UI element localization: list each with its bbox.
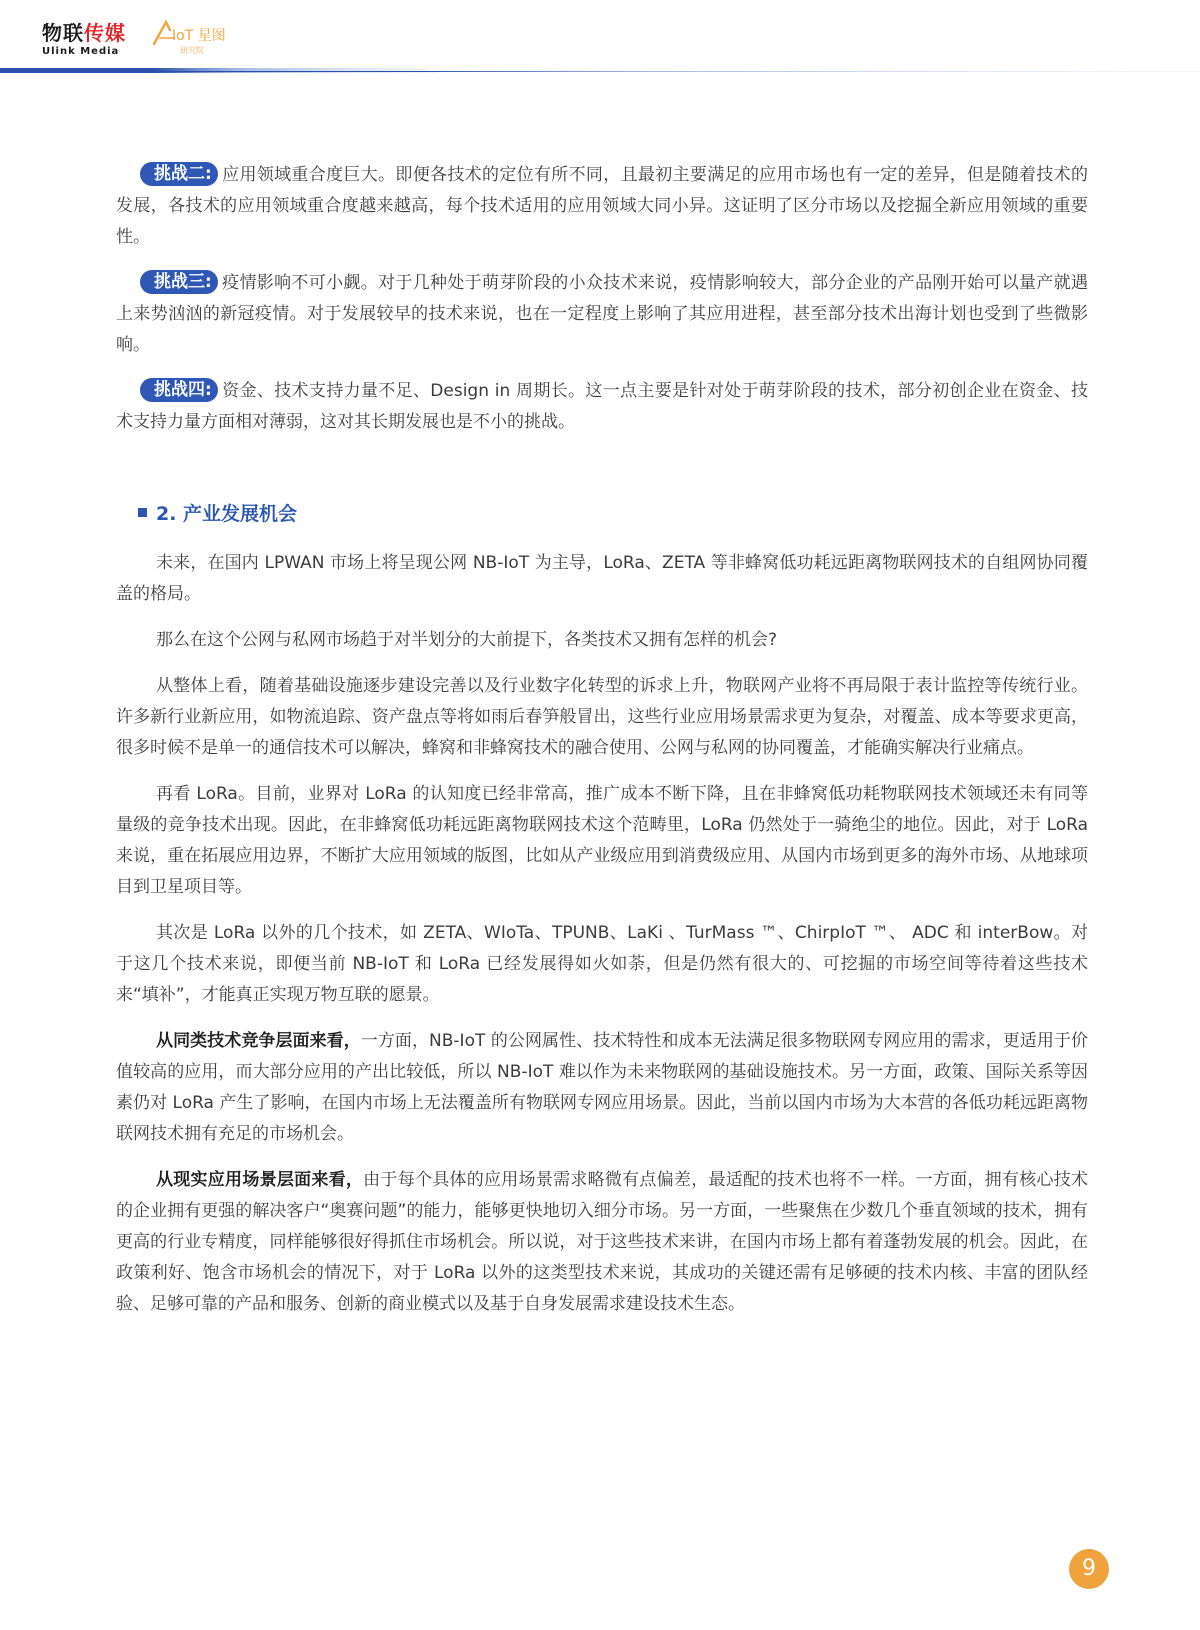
section-bullet-icon [138,508,147,517]
header-divider [0,68,1200,73]
page-content [116,160,1088,1335]
logo-ulink-en: Ulink Media [42,46,120,57]
paragraph-6-lead: 从同类技术竞争层面来看， [156,1031,361,1051]
paragraph-7-text: 由于每个具体的应用场景需求略微有点偏差，最适配的技术也将不一样。一方面，拥有核心技术的企业拥有更强的解决客户“奥赛问题”的能力，能够更快地切入细分市场。另一方面，一些聚焦在少数几个垂直领域的技术，拥有更高的行业专精度，同样能够很好得抓住市场机会。所以说，对于这些技术来讲，在国内市场上都有着蓬勃发展的机会。因此，在政策利好、饱含市场机会的情况下，对于 LoRa 以外的这类型技术来说，其成功的关键还需有足够硬的技术内核、丰富的团队经验、足够可靠的产品和服务、创新的商业模式以及基于自身发展需求建设技术生态。 [116,1170,1089,1314]
challenge-4-paragraph [116,376,1088,438]
paragraph-6 [116,1026,1088,1150]
challenge-3-label: 挑战三: [140,270,218,294]
paragraph-7 [116,1165,1088,1320]
challenge-4-text: 资金、技术支持力量不足、Design in 周期长。这一点主要是针对处于萌芽阶段的技术，部分初创企业在资金、技术支持力量方面相对薄弱，这对其长期发展也是不小的挑战。 [116,381,1088,432]
section-title-text: 2. 产业发展机会 [156,503,298,525]
section-heading [138,500,1088,528]
challenge-3-paragraph [116,268,1088,361]
paragraph-2: 那么在这个公网与私网市场趋于对半划分的大前提下，各类技术又拥有怎样的机会? [156,630,778,650]
iot-xingtu-logo [152,18,242,60]
logo-ulink-cn-a: 物联 [42,21,84,45]
ulink-media-logo [42,22,126,58]
paragraph-1: 未来，在国内 LPWAN 市场上将呈现公网 NB-IoT 为主导，LoRa、ZETA 等非蜂窝低功耗远距离物联网技术的自组网协同覆盖的格局。 [116,553,1088,604]
challenge-2-paragraph [116,160,1088,253]
page-header [0,0,1200,76]
logo-iot-text: IoT 星图 [172,28,226,44]
page-number: 9 [1069,1549,1109,1589]
logo-iot-sub: 研究院 [180,46,204,55]
paragraph-3: 从整体上看，随着基础设施逐步建设完善以及行业数字化转型的诉求上升，物联网产业将不再局限于表计监控等传统行业。许多新行业新应用，如物流追踪、资产盘点等将如雨后春笋般冒出，这些行业应用场景需求更为复杂，对覆盖、成本等要求更高，很多时候不是单一的通信技术可以解决，蜂窝和非蜂窝技术的融合使用、公网与私网的协同覆盖，才能确实解决行业痛点。 [116,676,1088,758]
challenge-4-label: 挑战四: [140,378,218,402]
paragraph-6-text: 一方面，NB-IoT 的公网属性、技术特性和成本无法满足很多物联网专网应用的需求，更适用于价值较高的应用，而大部分应用的产出比较低，所以 NB-IoT 难以作为未来物联网的基础设施技术。另一方面，政策、国际关系等因素仍对 LoRa 产生了影响，在国内市场上无法覆盖所有物联网专网应用场景。因此，当前以国内市场为大本营的各低功耗远距离物联网技术拥有充足的市场机会。 [116,1031,1089,1144]
paragraph-7-lead: 从现实应用场景层面来看， [156,1170,364,1190]
challenge-3-text: 疫情影响不可小觑。对于几种处于萌芽阶段的小众技术来说，疫情影响较大，部分企业的产品刚开始可以量产就遇上来势汹汹的新冠疫情。对于发展较早的技术来说，也在一定程度上影响了其应用进程，甚至部分技术出海计划也受到了些微影响。 [116,273,1088,355]
paragraph-4: 再看 LoRa。目前，业界对 LoRa 的认知度已经非常高，推广成本不断下降，且在非蜂窝低功耗物联网技术领域还未有同等量级的竞争技术出现。因此，在非蜂窝低功耗远距离物联网技术这个范畴里，LoRa 仍然处于一骑绝尘的地位。因此，对于 LoRa 来说，重在拓展应用边界，不断扩大应用领域的版图，比如从产业级应用到消费级应用、从国内市场到更多的海外市场、从地球项目到卫星项目等。 [116,784,1088,897]
paragraph-5: 其次是 LoRa 以外的几个技术，如 ZETA、WIoTa、TPUNB、LaKi 、TurMass ™、ChirpIoT ™、 ADC 和 interBow。对于这几个技术来说，即便当前 NB-IoT 和 LoRa 已经发展得如火如荼，但是仍然有很大的、可挖掘的市场空间等待着这些技术来“填补”，才能真正实现万物互联的愿景。 [116,923,1088,1005]
challenge-2-text: 应用领域重合度巨大。即便各技术的定位有所不同，且最初主要满足的应用市场也有一定的差异，但是随着技术的发展，各技术的应用领域重合度越来越高，每个技术适用的应用领域大同小异。这证明了区分市场以及挖掘全新应用领域的重要性。 [116,165,1088,247]
challenge-2-label: 挑战二: [140,162,218,186]
logo-ulink-cn-b: 传媒 [84,21,126,45]
